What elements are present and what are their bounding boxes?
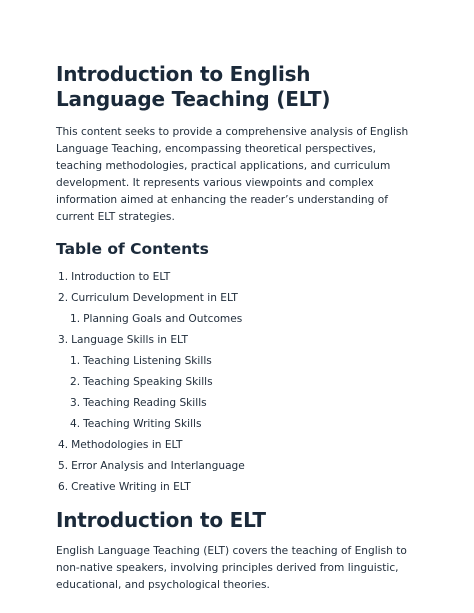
toc-item-number: 6. (58, 481, 69, 493)
toc-link[interactable]: Teaching Listening Skills (83, 355, 212, 367)
toc-item-number: 4. (70, 418, 81, 430)
toc-link[interactable]: Creative Writing in ELT (71, 481, 191, 493)
toc-item-number: 5. (58, 460, 69, 472)
toc-link[interactable]: Error Analysis and Interlanguage (71, 460, 245, 472)
toc-item-error-analysis[interactable] (56, 456, 418, 477)
toc-item-introduction-to-elt[interactable] (56, 267, 418, 288)
toc-item-teaching-writing[interactable] (56, 414, 418, 435)
section-heading: Introduction to ELT (56, 508, 266, 532)
toc-item-number: 1. (58, 271, 69, 283)
toc-link[interactable]: Teaching Speaking Skills (83, 376, 213, 388)
toc-link[interactable]: Teaching Writing Skills (83, 418, 202, 430)
toc-item-number: 2. (58, 292, 69, 304)
toc-heading: Table of Contents (56, 240, 209, 258)
table-of-contents (56, 267, 418, 498)
toc-link[interactable]: Planning Goals and Outcomes (83, 313, 243, 325)
toc-item-number: 1. (70, 313, 81, 325)
toc-item-teaching-reading[interactable] (56, 393, 418, 414)
toc-item-teaching-listening[interactable] (56, 351, 418, 372)
toc-item-number: 3. (70, 397, 81, 409)
toc-link[interactable]: Teaching Reading Skills (83, 397, 207, 409)
toc-link[interactable]: Curriculum Development in ELT (71, 292, 238, 304)
toc-item-number: 1. (70, 355, 81, 367)
toc-item-number: 2. (70, 376, 81, 388)
toc-link[interactable]: Introduction to ELT (71, 271, 171, 283)
document-title: Introduction to English Language Teaching (ELT) (56, 62, 331, 111)
toc-item-number: 3. (58, 334, 69, 346)
section-paragraph: English Language Teaching (ELT) covers the teaching of English to non-native speakers, involving principles derived from linguistic, educational, and psychological theories. (56, 545, 407, 591)
toc-link[interactable]: Language Skills in ELT (71, 334, 188, 346)
toc-item-number: 4. (58, 439, 69, 451)
toc-item-curriculum-development[interactable] (56, 288, 418, 309)
toc-item-methodologies[interactable] (56, 435, 418, 456)
toc-item-creative-writing[interactable] (56, 477, 418, 498)
toc-link[interactable]: Methodologies in ELT (71, 439, 183, 451)
toc-item-planning-goals[interactable] (56, 309, 418, 330)
intro-paragraph: This content seeks to provide a comprehensive analysis of English Language Teaching, encompassing theoretical perspectives, teaching methodologies, practical applications, and curriculum development. It represents various viewpoints and complex information aimed at enhancing the reader’s understanding of current ELT strategies. (56, 126, 409, 223)
toc-item-language-skills[interactable] (56, 330, 418, 351)
toc-item-teaching-speaking[interactable] (56, 372, 418, 393)
